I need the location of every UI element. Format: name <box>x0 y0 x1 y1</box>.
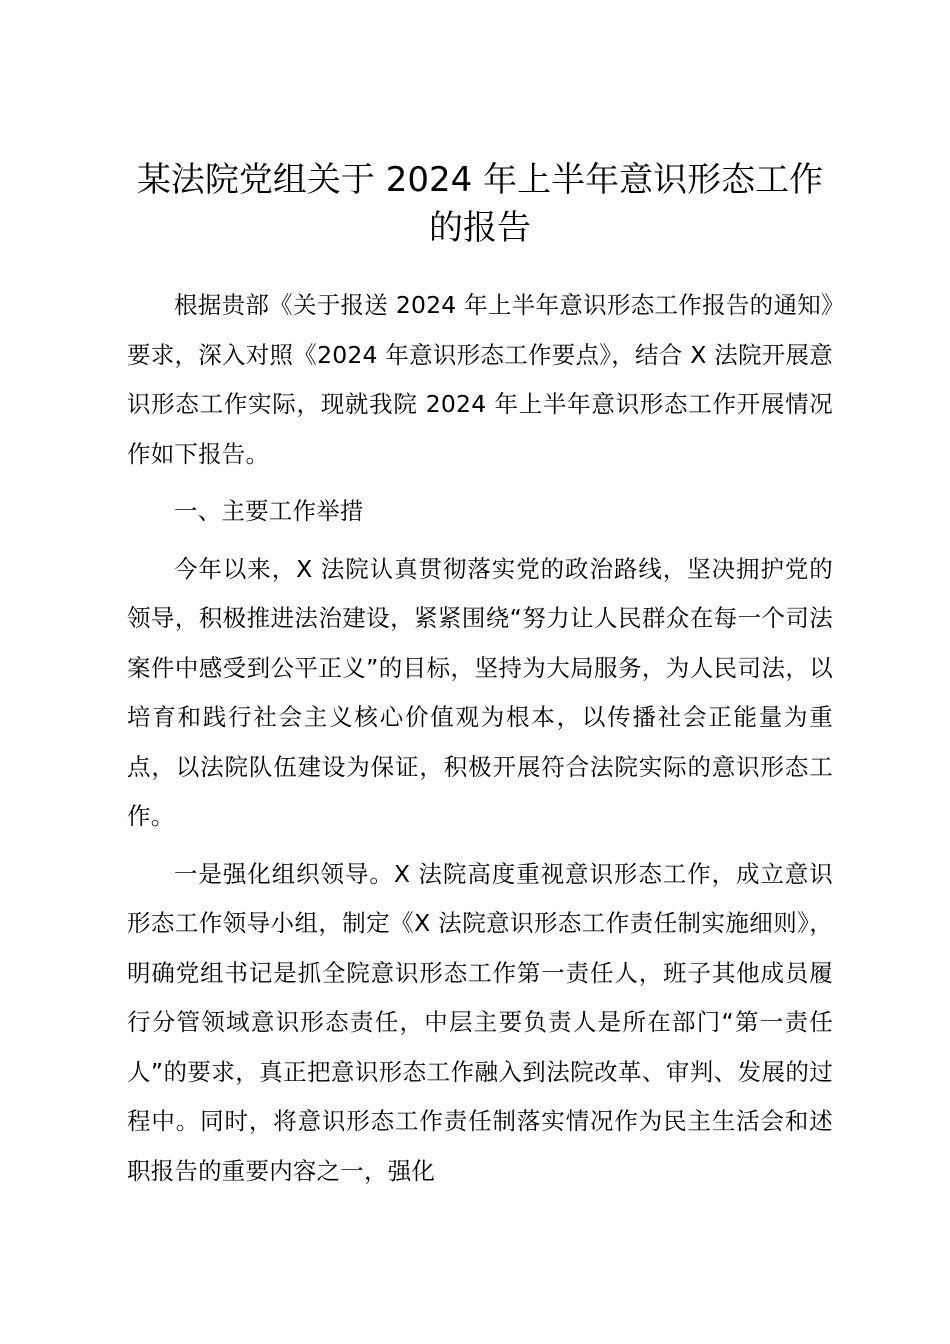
document-title <box>110 156 850 252</box>
title-line-1: 某法院党组关于 2024 年上半年意识形态工作 <box>136 160 824 200</box>
title-line-2: 的报告 <box>429 208 531 248</box>
intro-paragraph: 根据贵部《关于报送 2024 年上半年意识形态工作报告的通知》要求，深入对照《2024 年意识形态工作要点》，结合 X 法院开展意识形态工作实际，现就我院 2024 年上半年意识形态工作开展情况作如下报告。 <box>127 291 833 468</box>
document-body <box>127 281 833 1204</box>
overview-paragraph: 今年以来，X 法院认真贯彻落实党的政治路线，坚决拥护党的领导，积极推进法治建设，紧紧围绕“努力让人民群众在每一个司法案件中感受到公平正义”的目标，坚持为大局服务，为人民司法，以培育和践行社会主义核心价值观为根本，以传播社会正能量为重点，以法院队伍建设为保证，积极开展符合法院实际的意识形态工作。 <box>127 554 833 830</box>
leadership-paragraph: 一是强化组织领导。X 法院高度重视意识形态工作，成立意识形态工作领导小组，制定《X 法院意识形态工作责任制实施细则》，明确党组书记是抓全院意识形态工作第一责任人，班子其他成员履行分管领域意识形态责任，中层主要负责人是所在部门“第一责任人”的要求，真正把意识形态工作融入到法院改革、审判、发展的过程中。同时，将意识形态工作责任制落实情况作为民主生活会和述职报告的重要内容之一，强化 <box>127 859 833 1185</box>
section-heading: 一、主要工作举措 <box>174 497 364 525</box>
